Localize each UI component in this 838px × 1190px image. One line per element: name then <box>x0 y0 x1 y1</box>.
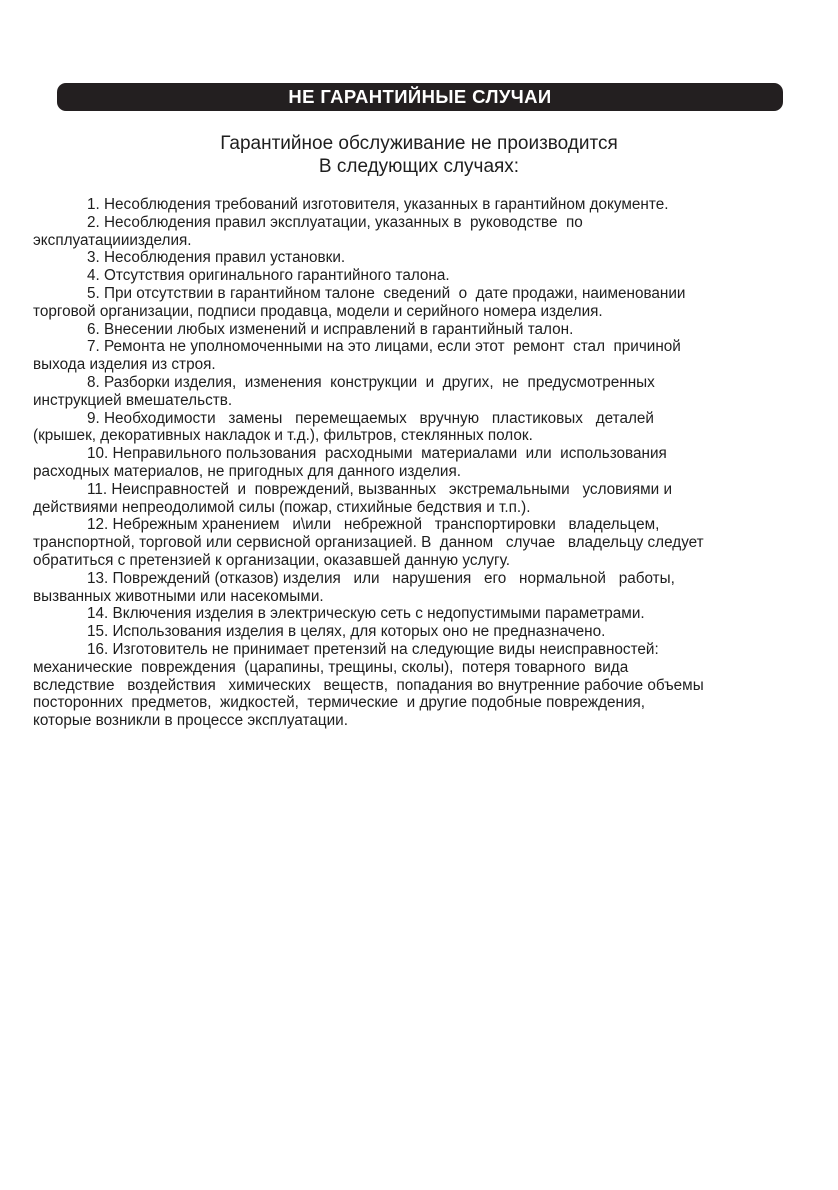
paragraph-line: 12. Небрежным хранением и\или небрежной транспортировки владельцем, <box>87 516 660 534</box>
paragraph-line: 4. Отсутствия оригинального гарантийного талона. <box>87 267 450 285</box>
warranty-item <box>33 605 807 623</box>
paragraph-line: 6. Внесении любых изменений и исправлений в гарантийный талон. <box>87 320 574 338</box>
paragraph-line: 8. Разборки изделия, изменения конструкции и других, не предусмотренных <box>87 373 655 391</box>
warranty-items-list <box>33 196 807 730</box>
paragraph-line: инструкцией вмешательств. <box>33 391 233 409</box>
warranty-item <box>33 570 807 606</box>
paragraph-line: 11. Неисправностей и повреждений, вызванных экстремальными условиями и <box>87 480 672 498</box>
warranty-item <box>33 285 807 321</box>
paragraph-line: транспортной, торговой или сервисной организацией. В данном случае владельцу следует <box>33 534 704 552</box>
section-title: НЕ ГАРАНТИЙНЫЕ СЛУЧАИ <box>288 86 552 107</box>
paragraph-line: 15. Использования изделия в целях, для которых оно не предназначено. <box>87 623 606 641</box>
subtitle-line-1: Гарантийное обслуживание не производится <box>220 133 618 154</box>
paragraph-line: которые возникли в процессе эксплуатации. <box>33 712 348 730</box>
paragraph-line: эксплуатацииизделия. <box>33 231 192 249</box>
paragraph-line: вызванных животными или насекомыми. <box>33 587 324 605</box>
paragraph-line: расходных материалов, не пригодных для данного изделия. <box>33 462 461 480</box>
paragraph-line: выхода изделия из строя. <box>33 356 216 374</box>
warranty-item <box>33 249 807 267</box>
warranty-item <box>33 196 807 214</box>
warranty-item <box>33 481 807 517</box>
paragraph-line: действиями непреодолимой силы (пожар, стихийные бедствия и т.п.). <box>33 498 531 516</box>
warranty-item <box>33 374 807 410</box>
paragraph-line: 3. Несоблюдения правил установки. <box>87 249 346 267</box>
warranty-item <box>33 267 807 285</box>
paragraph-line: 16. Изготовитель не принимает претензий на следующие виды неисправностей: <box>87 640 659 658</box>
paragraph-line: обратиться с претензией к организации, оказавшей данную услугу. <box>33 551 511 569</box>
warranty-item <box>33 214 807 250</box>
subtitle-line-2: В следующих случаях: <box>318 156 520 177</box>
subtitle <box>0 132 838 178</box>
warranty-item <box>33 410 807 446</box>
paragraph-line: (крышек, декоративных накладок и т.д.), фильтров, стеклянных полок. <box>33 427 533 445</box>
section-banner <box>57 83 783 111</box>
paragraph-line: 5. При отсутствии в гарантийном талоне сведений о дате продажи, наименовании <box>87 284 686 302</box>
paragraph-line: посторонних предметов, жидкостей, термические и другие подобные повреждения, <box>33 694 646 712</box>
warranty-item <box>33 623 807 641</box>
warranty-item <box>33 338 807 374</box>
warranty-item <box>33 641 807 730</box>
warranty-item <box>33 445 807 481</box>
paragraph-line: 7. Ремонта не уполномоченными на это лицами, если этот ремонт стал причиной <box>87 338 681 356</box>
paragraph-line: 13. Повреждений (отказов) изделия или нарушения его нормальной работы, <box>87 569 675 587</box>
paragraph-line: 9. Необходимости замены перемещаемых вручную пластиковых деталей <box>87 409 654 427</box>
paragraph-line: 2. Несоблюдения правил эксплуатации, указанных в руководстве по <box>87 213 583 231</box>
paragraph-line: механические повреждения (царапины, трещины, сколы), потеря товарного вида <box>33 658 629 676</box>
warranty-item <box>33 321 807 339</box>
paragraph-line: 1. Несоблюдения требований изготовителя, указанных в гарантийном документе. <box>87 196 669 213</box>
paragraph-line: 10. Неправильного пользования расходными материалами или использования <box>87 445 667 463</box>
paragraph-line: 14. Включения изделия в электрическую сеть с недопустимыми параметрами. <box>87 605 645 623</box>
warranty-item <box>33 516 807 569</box>
paragraph-line: торговой организации, подписи продавца, модели и серийного номера изделия. <box>33 302 603 320</box>
paragraph-line: вследствие воздействия химических веществ, попадания во внутренние рабочие объемы <box>33 676 704 694</box>
